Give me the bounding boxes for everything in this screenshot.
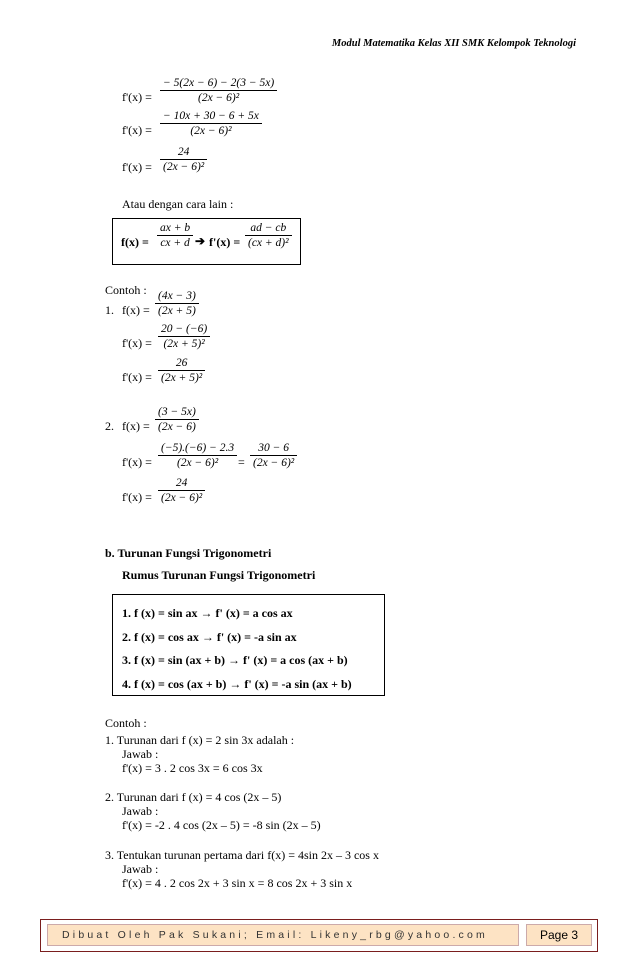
fraction-numerator: 24 — [177, 146, 190, 158]
contoh2-q1-jawab: Jawab : — [122, 747, 159, 761]
fraction-denominator: (2x + 5) — [158, 305, 196, 317]
fraction-numerator: 26 — [175, 357, 188, 369]
fraction-denominator: (2x − 6) — [158, 421, 196, 433]
footer-credit: Dibuat Oleh Pak Sukani; Email: Likeny_rbg@yahoo.com — [47, 924, 519, 946]
ex1-number: 1. — [105, 303, 114, 317]
box-fprime-label: f'(x) = — [209, 235, 241, 249]
section-b-subtitle: Rumus Turunan Fungsi Trigonometri — [122, 568, 316, 582]
top-line3-fraction — [160, 145, 207, 174]
fraction-numerator: 24 — [175, 477, 188, 489]
ex2-number: 2. — [105, 419, 114, 433]
contoh2-q2-jawab: Jawab : — [122, 804, 159, 818]
fraction-numerator: ad − cb — [250, 222, 287, 234]
ex2-line2-lhs: f'(x) = — [122, 455, 152, 469]
contoh2-q2-answer: f'(x) = -2 . 4 cos (2x – 5) = -8 sin (2x – 5) — [122, 818, 321, 832]
box-fprime-fraction — [245, 221, 292, 250]
alt-method-label: Atau dengan cara lain : — [122, 197, 234, 211]
fraction-denominator: (2x + 5)² — [161, 372, 203, 384]
box-f-fraction — [157, 221, 193, 250]
ex2-line2-fraction2 — [250, 441, 297, 470]
top-line3-lhs: f'(x) = — [122, 160, 152, 174]
fraction-denominator: (2x − 6)² — [253, 457, 295, 469]
fraction-numerator: (3 − 5x) — [158, 406, 196, 418]
contoh1-heading: Contoh : — [105, 283, 147, 297]
section-b-title: b. Turunan Fungsi Trigonometri — [105, 546, 272, 560]
ex1-line1-fraction — [155, 289, 199, 318]
page-header-title: Modul Matematika Kelas XII SMK Kelompok Teknologi — [331, 38, 576, 49]
ex1-line2-fraction — [158, 322, 210, 351]
fraction-denominator: (2x − 6)² — [161, 492, 203, 504]
ex2-line3-fraction — [158, 476, 205, 505]
fraction-denominator: (2x − 6)² — [163, 161, 205, 173]
fraction-denominator: (2x − 6)² — [190, 125, 232, 137]
top-line1-fraction — [160, 76, 277, 105]
contoh2-q3-answer: f'(x) = 4 . 2 cos 2x + 3 sin x = 8 cos 2x + 3 sin x — [122, 876, 353, 890]
trig-rule-1: 1. f (x) = sin ax → f' (x) = a cos ax — [122, 606, 293, 620]
ex2-line2-fraction — [158, 441, 237, 470]
contoh2-heading: Contoh : — [105, 716, 147, 730]
page-footer — [40, 919, 598, 952]
top-line2-lhs: f'(x) = — [122, 123, 152, 137]
contoh2-q1: 1. Turunan dari f (x) = 2 sin 3x adalah : — [105, 733, 295, 747]
fraction-denominator: (2x + 5)² — [163, 338, 205, 350]
fraction-denominator: cx + d — [160, 237, 190, 249]
ex1-line1-lhs: f(x) = — [122, 303, 150, 317]
ex2-line3-lhs: f'(x) = — [122, 490, 152, 504]
footer-page-number: Page 3 — [526, 924, 592, 946]
fraction-denominator: (cx + d)² — [248, 237, 289, 249]
fraction-numerator: − 10x + 30 − 6 + 5x — [163, 110, 259, 122]
ex1-line2-lhs: f'(x) = — [122, 336, 152, 350]
fraction-numerator: 20 − (−6) — [161, 323, 208, 335]
ex1-line3-lhs: f'(x) = — [122, 370, 152, 384]
arrow-icon: ➔ — [195, 234, 206, 248]
contoh2-q3-jawab: Jawab : — [122, 862, 159, 876]
ex2-line1-lhs: f(x) = — [122, 419, 150, 433]
trig-rule-4: 4. f (x) = cos (ax + b) → f' (x) = -a sin (ax + b) — [122, 677, 352, 691]
top-line2-fraction — [160, 109, 262, 138]
box-f-label: f(x) = — [121, 235, 149, 249]
contoh2-q2: 2. Turunan dari f (x) = 4 cos (2x – 5) — [105, 790, 282, 804]
fraction-numerator: (−5).(−6) − 2.3 — [161, 442, 235, 454]
fraction-numerator: ax + b — [160, 222, 191, 234]
fraction-denominator: (2x − 6)² — [176, 457, 219, 469]
trig-rule-2: 2. f (x) = cos ax → f' (x) = -a sin ax — [122, 630, 297, 644]
contoh2-q3: 3. Tentukan turunan pertama dari f(x) = 4sin 2x – 3 cos x — [105, 848, 379, 862]
fraction-numerator: 30 − 6 — [258, 442, 289, 454]
ex2-line2-equals: = — [238, 455, 245, 469]
ex2-line1-fraction — [155, 405, 199, 434]
contoh2-q1-answer: f'(x) = 3 . 2 cos 3x = 6 cos 3x — [122, 761, 263, 775]
fraction-denominator: (2x − 6)² — [197, 92, 240, 104]
trig-rule-3: 3. f (x) = sin (ax + b) → f' (x) = a cos (ax + b) — [122, 653, 348, 667]
top-line1-lhs: f'(x) = — [122, 90, 152, 104]
fraction-numerator: (4x − 3) — [158, 290, 196, 302]
ex1-line3-fraction — [158, 356, 205, 385]
fraction-numerator: − 5(2x − 6) − 2(3 − 5x) — [163, 77, 275, 89]
